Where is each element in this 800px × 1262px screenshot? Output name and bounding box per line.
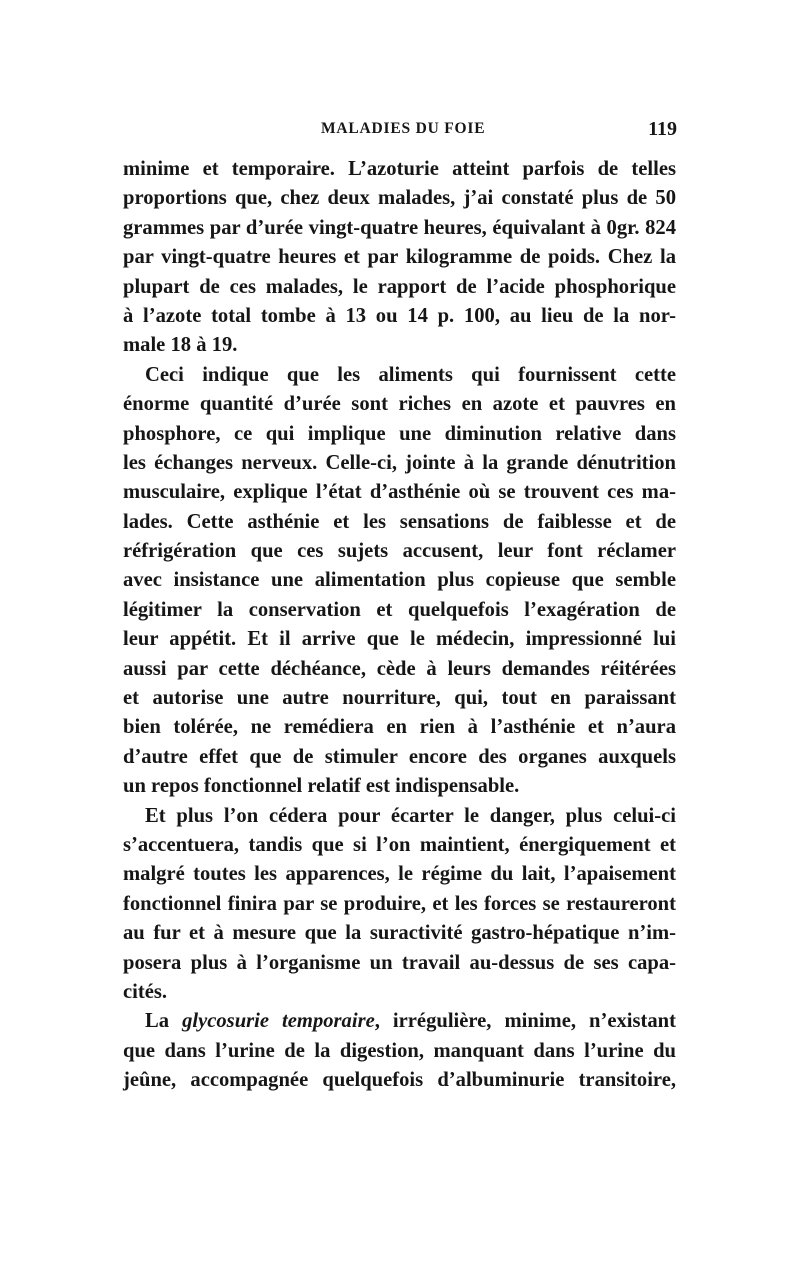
text-line: proportions que, chez deux malades, j’ai constaté plus de 50 <box>123 187 676 210</box>
text-line: leur appétit. Et il arrive que le médecin, impressionné lui <box>123 628 676 651</box>
text-line: et autorise une autre nourriture, qui, tout en paraissant <box>123 687 676 710</box>
italic-term: glycosurie temporaire <box>182 1010 375 1033</box>
text-line: à l’azote total tombe à 13 ou 14 p. 100, au lieu de la nor- <box>123 304 676 327</box>
text-line: minime et temporaire. L’azoturie atteint parfois de telles <box>123 158 676 180</box>
text-line: musculaire, explique l’état d’asthénie où se trouvent ces ma- <box>123 481 676 504</box>
text-line: s’accentuera, tandis que si l’on maintient, énergiquement et <box>123 833 676 856</box>
text-line: lades. Cette asthénie et les sensations de faiblesse et de <box>123 510 676 533</box>
text-line: plupart de ces malades, le rapport de l’acide phosphorique <box>123 275 676 298</box>
text-line: cités. <box>123 980 168 1003</box>
running-header <box>123 118 677 142</box>
text-fragment: La <box>145 1010 183 1033</box>
text-line: au fur et à mesure que la suractivité gastro-hépatique n’im- <box>123 922 676 945</box>
text-line: bien tolérée, ne remédiera en rien à l’asthénie et n’aura <box>123 716 676 739</box>
text-line: male 18 à 19. <box>123 334 238 357</box>
text-line: légitimer la conservation et quelquefois l’exagération de <box>123 598 676 621</box>
text-line <box>123 1007 676 1036</box>
text-line: jeûne, accompagnée quelquefois d’albuminurie transitoire, <box>123 1069 676 1092</box>
text-line: que dans l’urine de la digestion, manquant dans l’urine du <box>123 1039 676 1062</box>
text-line: par vingt-quatre heures et par kilogramme de poids. Chez la <box>123 246 676 269</box>
text-line: phosphore, ce qui implique une diminution relative dans <box>123 422 676 445</box>
page-number: 119 <box>648 118 677 140</box>
text-line: avec insistance une alimentation plus copieuse que semble <box>123 569 676 592</box>
text-line: un repos fonctionnel relatif est indispensable. <box>123 775 520 798</box>
running-title: MALADIES DU FOIE <box>321 120 486 137</box>
text-line: d’autre effet que de stimuler encore des organes auxquels <box>123 745 676 768</box>
body-text <box>123 155 676 1096</box>
text-fragment: , irrégulière, minime, n’existant <box>374 1010 676 1033</box>
text-line: réfrigération que ces sujets accusent, leur font réclamer <box>123 540 676 563</box>
text-line: malgré toutes les apparences, le régime du lait, l’apaisement <box>123 863 676 886</box>
text-line: fonctionnel finira par se produire, et les forces se restaureront <box>123 892 676 915</box>
text-line: Et plus l’on cédera pour écarter le danger, plus celui-ci <box>145 804 676 827</box>
text-line: grammes par d’urée vingt-quatre heures, équivalant à 0gr. 824 <box>123 216 676 239</box>
text-line: Ceci indique que les aliments qui fournissent cette <box>145 363 676 386</box>
text-line: énorme quantité d’urée sont riches en azote et pauvres en <box>123 393 676 416</box>
text-line: les échanges nerveux. Celle-ci, jointe à la grande dénutrition <box>123 451 676 474</box>
text-line: posera plus à l’organisme un travail au-dessus de ses capa- <box>123 951 676 974</box>
text-line: aussi par cette déchéance, cède à leurs demandes réitérées <box>123 657 676 680</box>
